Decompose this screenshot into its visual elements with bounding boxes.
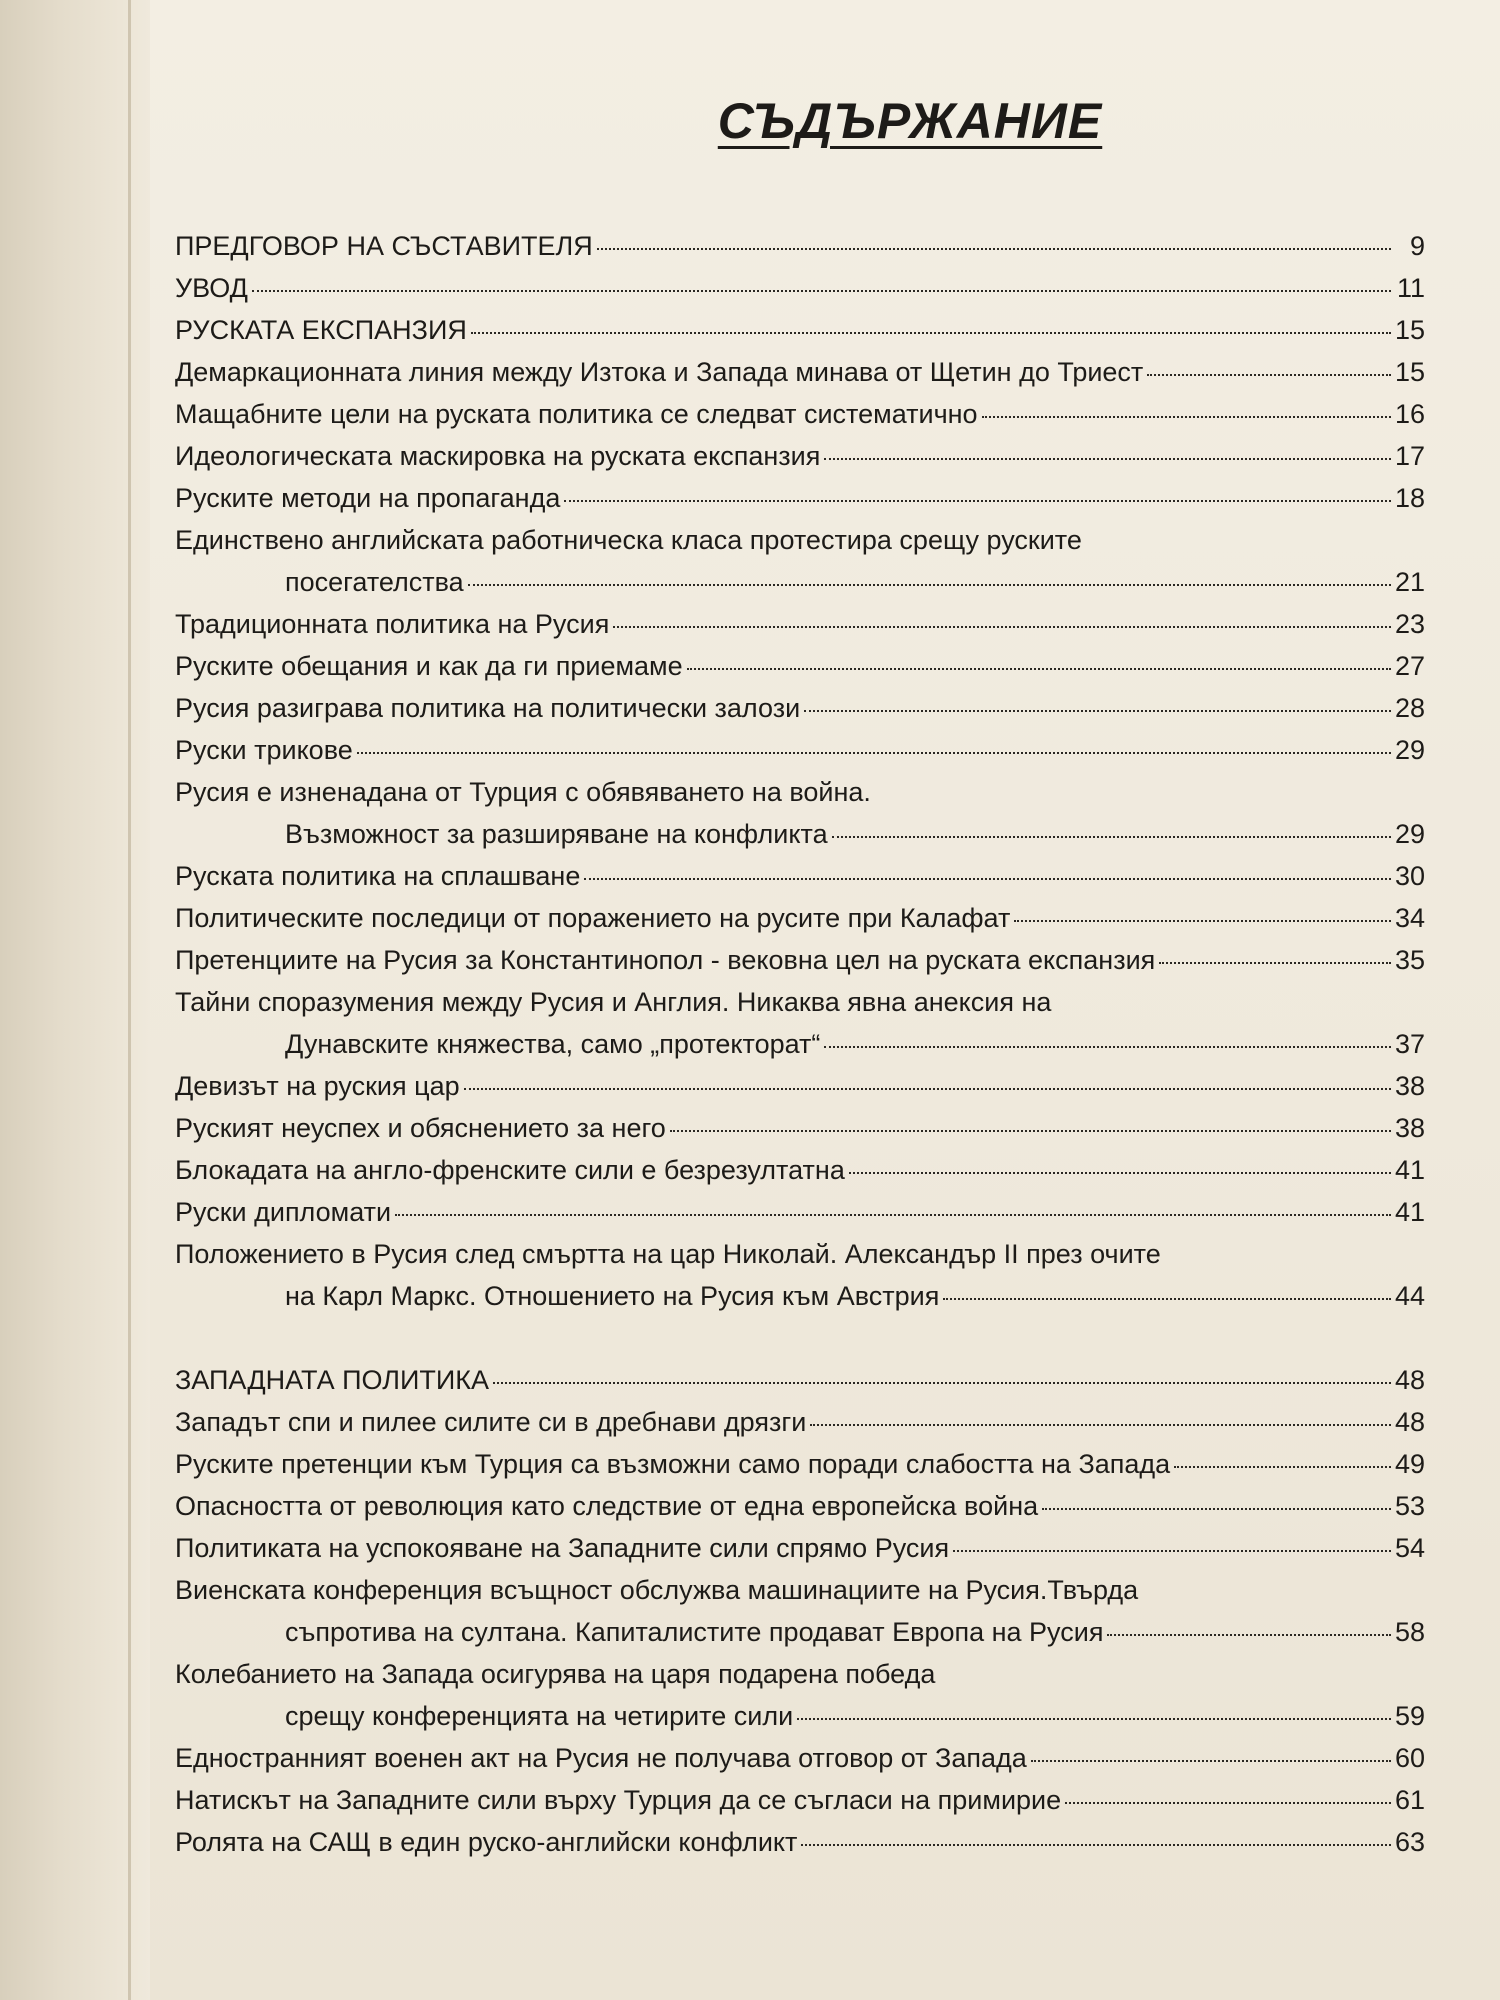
toc-entry [175,225,1425,267]
toc-entry-line [175,477,1425,519]
toc-page-number: 23 [1394,609,1425,639]
toc-entry [175,519,1425,603]
toc-page-number: 38 [1394,1113,1425,1143]
dot-leader [252,290,1391,292]
dot-leader [982,416,1391,418]
toc-entry [175,1065,1425,1107]
dot-leader [943,1298,1391,1300]
toc-entry-title: Традиционната политика на Русия [175,609,610,639]
page-title-text: СЪДЪРЖАНИЕ [717,93,1103,149]
toc-entry-title: Руски дипломати [175,1197,392,1227]
toc-entry-title: ПРЕДГОВОР НА СЪСТАВИТЕЛЯ [175,231,593,261]
toc-entry-line [175,393,1425,435]
dot-leader [1107,1634,1391,1636]
toc-page-number: 38 [1394,1071,1425,1101]
toc-entry [175,1779,1425,1821]
toc-entry-title: Руски трикове [175,735,353,765]
toc-entry-continuation [175,561,1425,603]
toc-entry-title: Опасността от революция като следствие от една европейска война [175,1491,1039,1521]
toc-entry-line [175,309,1425,351]
toc-entry-line [175,603,1425,645]
toc-entry-title: Претенциите на Русия за Константинопол - вековна цел на руската експанзия [175,945,1156,975]
toc-entry-line [175,225,1425,267]
toc-entry-line [175,645,1425,687]
dot-leader [670,1130,1391,1132]
toc-entry-title: Девизът на руския цар [175,1071,460,1101]
toc-entry-line [175,1107,1425,1149]
toc-entry [175,939,1425,981]
toc-page-number: 17 [1394,441,1425,471]
toc-entry-line [175,1527,1425,1569]
toc-entry [175,435,1425,477]
toc-page-number: 53 [1394,1491,1425,1521]
dot-leader [1159,962,1391,964]
toc-entry-title: Дунавските княжества, само „протекторат“ [285,1029,821,1059]
toc-page-number: 30 [1394,861,1425,891]
toc-entry [175,1233,1425,1317]
toc-entry [175,1653,1425,1737]
toc-entry-line [175,939,1425,981]
toc-entry [175,1107,1425,1149]
toc-page-number: 41 [1394,1197,1425,1227]
toc-page-number: 54 [1394,1533,1425,1563]
toc-entry-title: посегателства [285,567,464,597]
toc-page-number: 48 [1394,1407,1425,1437]
toc-page-number: 29 [1394,735,1425,765]
dot-leader [687,668,1391,670]
dot-leader [395,1214,1391,1216]
toc-entry [175,645,1425,687]
toc-page-number: 16 [1394,399,1425,429]
toc-entry-title: на Карл Маркс. Отношението на Русия към Австрия [285,1281,940,1311]
toc-entry [175,981,1425,1065]
toc-entry-title: Едностранният военен акт на Русия не получава отговор от Запада [175,1743,1027,1773]
dot-leader [824,458,1391,460]
toc-entry-line [175,855,1425,897]
toc-entry-title: срещу конференцията на четирите сили [285,1701,794,1731]
toc-page-number: 63 [1394,1827,1425,1857]
dot-leader [832,836,1391,838]
toc-entry-continuation [175,813,1425,855]
toc-entry [175,603,1425,645]
toc-entry [175,897,1425,939]
dot-leader [468,584,1391,586]
dot-leader [1065,1802,1391,1804]
toc-entry-line [175,351,1425,393]
toc-entry-line [175,1485,1425,1527]
toc-page-number: 60 [1394,1743,1425,1773]
dot-leader [1031,1760,1391,1762]
toc-entry-line [175,1149,1425,1191]
toc-entry-title: ЗАПАДНАТА ПОЛИТИКА [175,1365,489,1395]
dot-leader [824,1046,1391,1048]
toc-entry [175,1359,1425,1401]
toc-entry-title: Блокадата на англо-френските сили е безрезултатна [175,1155,845,1185]
toc-entry-title: РУСКАТА ЕКСПАНЗИЯ [175,315,467,345]
toc-entry [175,771,1425,855]
toc-entry-title: Виенската конференция всъщност обслужва машинациите на Русия.Твърда [175,1575,1139,1605]
toc-entry-line [175,1737,1425,1779]
toc-entry-title: Руските методи на пропаганда [175,483,561,513]
toc-entry-line [175,435,1425,477]
dot-leader [357,752,1391,754]
toc-entry-title: Русия разиграва политика на политически залози [175,693,801,723]
dot-leader [1014,920,1391,922]
gutter-fold [128,0,131,2000]
toc-page-number: 29 [1394,819,1425,849]
dot-leader [797,1718,1391,1720]
toc-entry-title: УВОД [175,273,248,303]
toc-page-number: 9 [1409,231,1425,261]
dot-leader [584,878,1391,880]
dot-leader [1042,1508,1391,1510]
toc-entry-line [175,1065,1425,1107]
dot-leader [804,710,1391,712]
toc-entry-title: Политиката на успокояване на Западните сили спрямо Русия [175,1533,950,1563]
toc-page-number: 35 [1394,945,1425,975]
toc-entry [175,1443,1425,1485]
toc-entry [175,1569,1425,1653]
toc-entry-line [175,687,1425,729]
toc-entry [175,1401,1425,1443]
toc-entry-line [175,1779,1425,1821]
toc-entry-title: Демаркационната линия между Изтока и Запада минава от Щетин до Триест [175,357,1144,387]
toc-page-number: 15 [1394,357,1425,387]
toc-entry-continuation [175,1611,1425,1653]
dot-leader [613,626,1391,628]
toc-entry-line [175,897,1425,939]
toc-entry-line [175,1191,1425,1233]
toc-entry [175,477,1425,519]
toc-entry-line [175,1359,1425,1401]
toc-entry [175,1485,1425,1527]
toc-entry-line [175,1401,1425,1443]
toc-page-number: 27 [1394,651,1425,681]
toc-page-number: 15 [1394,315,1425,345]
toc-entry-title: Единствено английската работническа класа протестира срещу руските [175,525,1082,555]
toc-entry-line [175,1653,1425,1695]
dot-leader [801,1844,1391,1846]
toc-page-number: 11 [1396,273,1425,303]
page-title [150,92,1500,150]
toc-page-number: 28 [1394,693,1425,723]
toc-page-number: 21 [1394,567,1425,597]
toc-entry [175,1527,1425,1569]
dot-leader [597,248,1391,250]
toc-page-number: 34 [1394,903,1425,933]
dot-leader [564,500,1391,502]
dot-leader [953,1550,1391,1552]
toc-entry [175,1191,1425,1233]
toc-entry-line [175,771,1425,813]
toc-entry-title: съпротива на султана. Капиталистите продават Европа на Русия [285,1617,1104,1647]
table-of-contents [175,225,1425,1863]
toc-entry [175,393,1425,435]
toc-entry-line [175,519,1425,561]
toc-entry [175,1737,1425,1779]
toc-entry-title: Руската политика на сплашване [175,861,581,891]
toc-entry [175,687,1425,729]
toc-page-number: 18 [1394,483,1425,513]
toc-entry-title: Тайни споразумения между Русия и Англия. Никаква явна анексия на [175,987,1052,1017]
toc-entry [175,309,1425,351]
toc-page-number: 37 [1394,1029,1425,1059]
toc-page-number: 59 [1394,1701,1425,1731]
toc-entry-title: Натискът на Западните сили върху Турция да се съгласи на примирие [175,1785,1062,1815]
book-page [150,0,1500,2000]
toc-entry-line [175,729,1425,771]
dot-leader [810,1424,1391,1426]
toc-entry-line [175,981,1425,1023]
toc-entry-continuation [175,1023,1425,1065]
dot-leader [1147,374,1391,376]
dot-leader [471,332,1391,334]
toc-entry-title: Руските обещания и как да ги приемаме [175,651,683,681]
toc-entry [175,351,1425,393]
toc-entry [175,729,1425,771]
toc-entry-title: Руският неуспех и обяснението за него [175,1113,666,1143]
toc-page-number: 49 [1394,1449,1425,1479]
toc-entry-title: Ролята на САЩ в един руско-английски конфликт [175,1827,798,1857]
toc-entry-continuation [175,1275,1425,1317]
toc-entry-line [175,267,1425,309]
toc-entry-title: Идеологическата маскировка на руската експанзия [175,441,821,471]
toc-page-number: 44 [1394,1281,1425,1311]
toc-entry-line [175,1233,1425,1275]
dot-leader [1174,1466,1391,1468]
section-spacer [175,1317,1425,1359]
toc-page-number: 58 [1394,1617,1425,1647]
toc-entry-title: Положението в Русия след смъртта на цар Николай. Александър II през очите [175,1239,1161,1269]
toc-page-number: 41 [1394,1155,1425,1185]
toc-entry-title: Мащабните цели на руската политика се следват систематично [175,399,978,429]
toc-entry-continuation [175,1695,1425,1737]
toc-entry-line [175,1821,1425,1863]
toc-entry-line [175,1569,1425,1611]
toc-entry-title: Колебанието на Запада осигурява на царя подарена победа [175,1659,936,1689]
toc-entry [175,855,1425,897]
toc-entry [175,1149,1425,1191]
dot-leader [493,1382,1391,1384]
dot-leader [464,1088,1391,1090]
toc-entry-line [175,1443,1425,1485]
toc-page-number: 61 [1394,1785,1425,1815]
toc-entry-title: Западът спи и пилее силите си в дребнави дрязги [175,1407,807,1437]
toc-entry [175,1821,1425,1863]
toc-entry-title: Политическите последици от поражението на русите при Калафат [175,903,1011,933]
toc-entry [175,267,1425,309]
toc-entry-title: Възможност за разширяване на конфликта [285,819,828,849]
toc-entry-title: Русия е изненадана от Турция с обявяването на война. [175,777,871,807]
dot-leader [849,1172,1391,1174]
toc-page-number: 48 [1394,1365,1425,1395]
toc-entry-title: Руските претенции към Турция са възможни само поради слабостта на Запада [175,1449,1171,1479]
